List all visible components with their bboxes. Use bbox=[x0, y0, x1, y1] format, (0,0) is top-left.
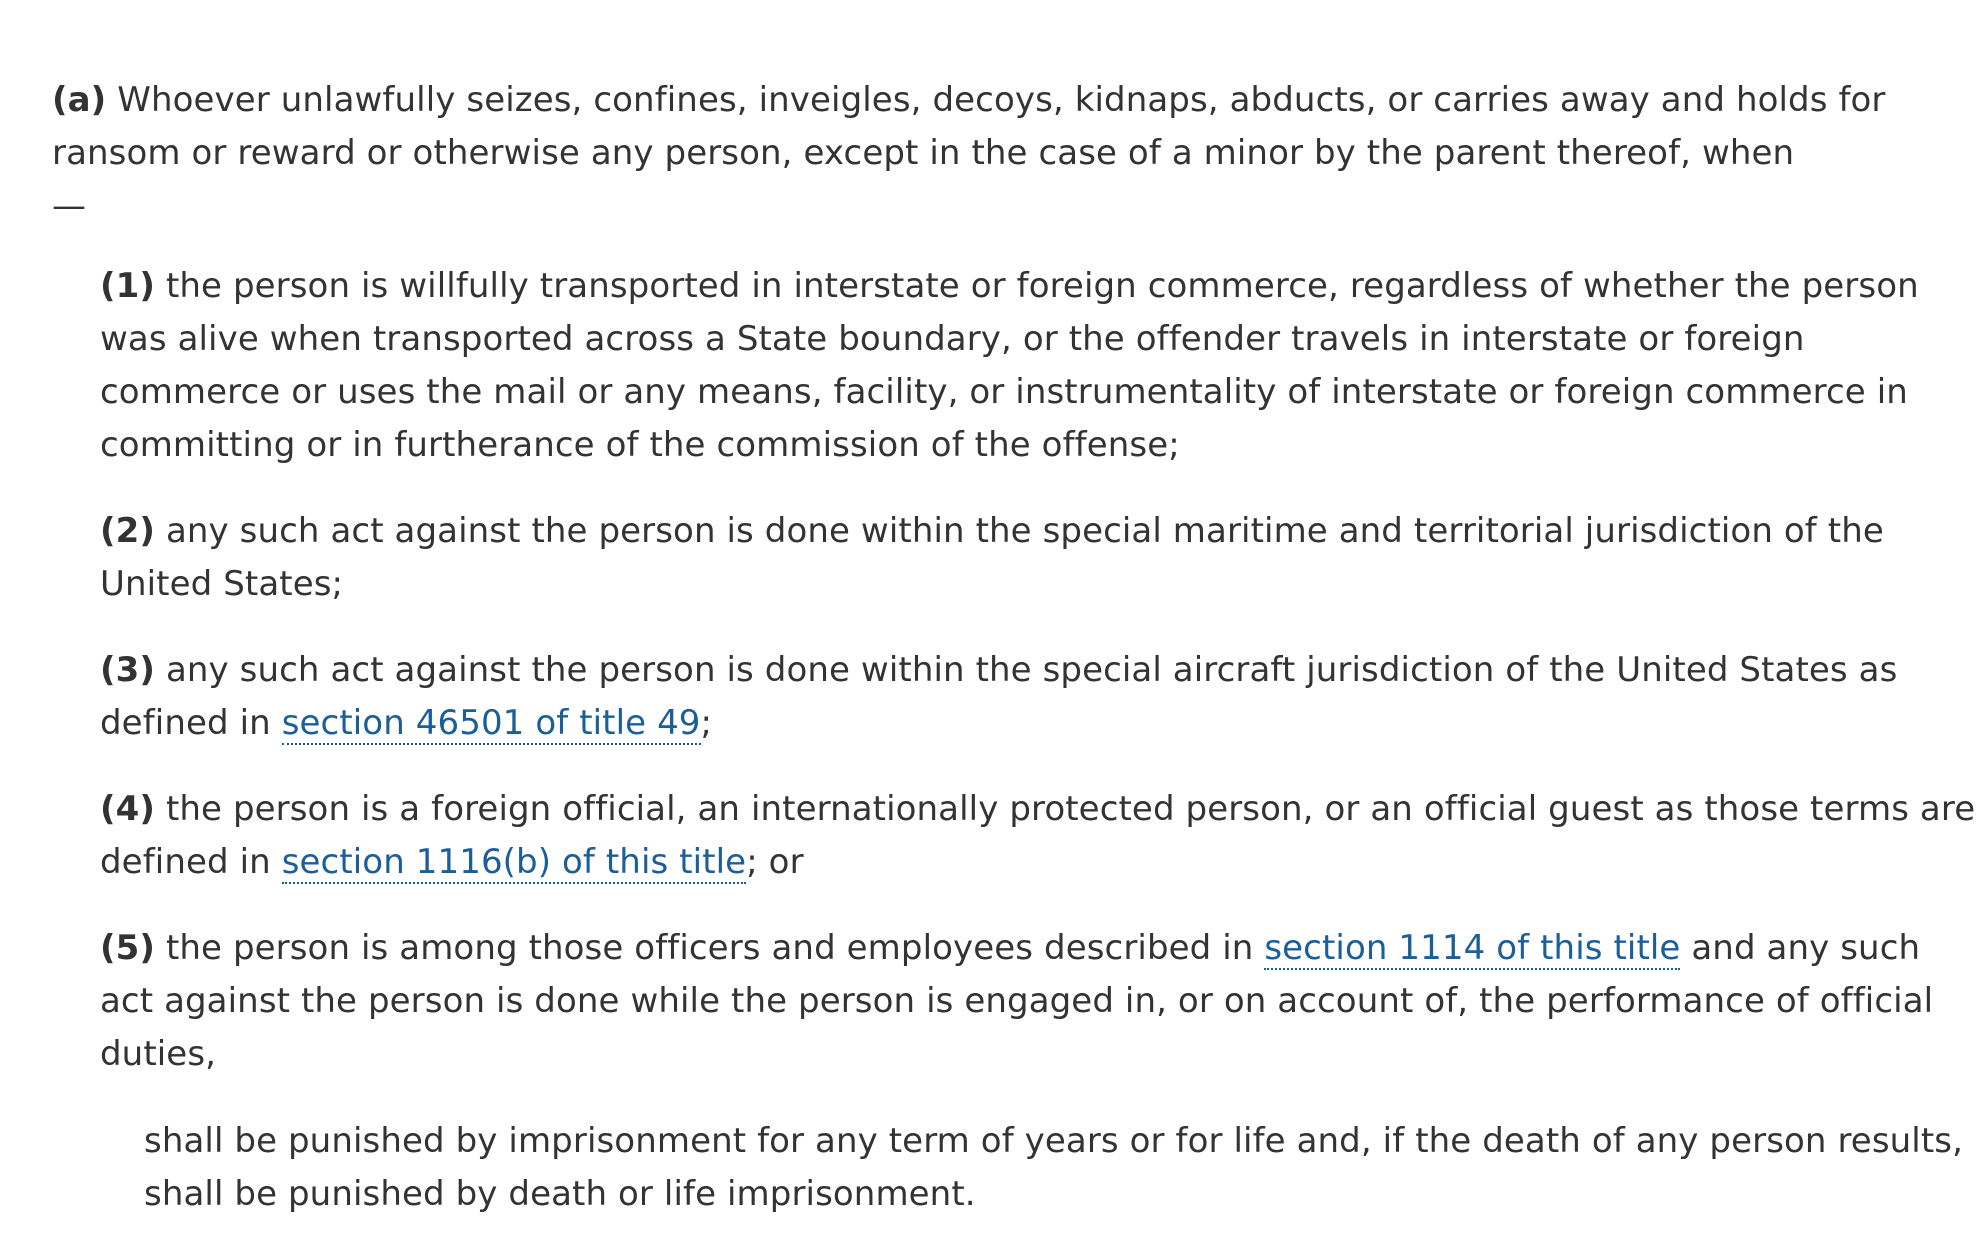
paragraph-5-text-before: the person is among those officers and employees described in bbox=[155, 928, 1265, 968]
paragraph-3-text-after: ; bbox=[700, 703, 713, 743]
paragraph-2-number: (2) bbox=[100, 511, 156, 551]
paragraph-a bbox=[52, 74, 1942, 233]
paragraph-1 bbox=[100, 260, 1978, 472]
closing-paragraph bbox=[144, 1115, 1978, 1221]
paragraph-3 bbox=[100, 644, 1978, 750]
paragraph-5 bbox=[100, 922, 1978, 1081]
paragraph-5-number: (5) bbox=[100, 928, 156, 968]
paragraph-a-text: Whoever unlawfully seizes, confines, inveigles, decoys, kidnaps, abducts, or carries away and holds for ransom or reward or otherwise any person, except in the case of a minor by the parent thereof, when bbox=[52, 80, 1886, 173]
paragraph-4-number: (4) bbox=[100, 789, 156, 829]
section-1114-link[interactable]: section 1114 of this title bbox=[1264, 928, 1681, 968]
section-46501-title-49-link[interactable]: section 46501 of title 49 bbox=[281, 703, 701, 743]
paragraph-3-text-before: any such act against the person is done within the special aircraft jurisdiction of the United States as defined in bbox=[100, 650, 1898, 743]
paragraph-2-text: any such act against the person is done within the special maritime and territorial jurisdiction of the United States; bbox=[100, 511, 1884, 604]
paragraph-1-number: (1) bbox=[100, 266, 156, 306]
paragraph-a-number: (a) bbox=[52, 80, 107, 120]
paragraph-4 bbox=[100, 783, 1978, 889]
paragraph-a-dash: — bbox=[52, 186, 87, 226]
closing-text: shall be punished by imprisonment for any term of years or for life and, if the death of any person results, shall be punished by death or life imprisonment. bbox=[144, 1121, 1963, 1214]
paragraph-4-text-before: the person is a foreign official, an internationally protected person, or an official guest as those terms are defined in bbox=[100, 789, 1976, 882]
paragraph-4-text-after: ; or bbox=[746, 842, 804, 882]
paragraph-2 bbox=[100, 505, 1978, 611]
paragraph-3-number: (3) bbox=[100, 650, 156, 690]
section-1116b-link[interactable]: section 1116(b) of this title bbox=[281, 842, 747, 882]
paragraph-5-text-after: and any such act against the person is done while the person is engaged in, or on account of, the performance of official duties, bbox=[100, 928, 1934, 1074]
paragraph-1-text: the person is willfully transported in interstate or foreign commerce, regardless of whether the person was alive when transported across a State boundary, or the offender travels in interstate or foreign commerce or uses the mail or any means, facility, or instrumentality of interstate or foreign commerce in committing or in furtherance of the commission of the offense; bbox=[100, 266, 1919, 465]
